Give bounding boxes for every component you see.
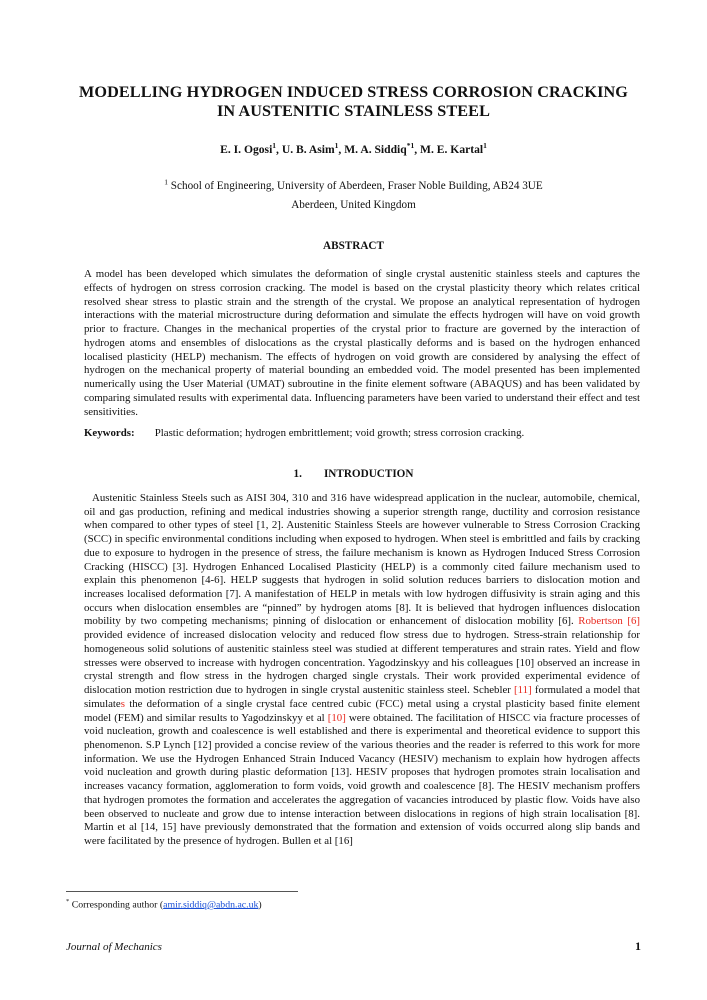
section-number: 1. bbox=[293, 468, 302, 480]
keywords-text: Plastic deformation; hydrogen embrittlement; void growth; stress corrosion cracking. bbox=[154, 427, 525, 439]
keywords-line bbox=[84, 427, 640, 439]
affiliation-mark: 1 bbox=[164, 177, 168, 187]
author-affil-mark: 1 bbox=[334, 141, 339, 151]
footnote bbox=[66, 898, 262, 910]
abstract-heading: ABSTRACT bbox=[323, 240, 384, 252]
intro-text: formulated a model that simulate bbox=[84, 684, 640, 710]
title-line-2: IN AUSTENITIC STAINLESS STEEL bbox=[217, 102, 490, 120]
intro-text: were obtained. The facilitation of HISCC via fracture processes of void nucleation, growth and coalescence is well established and there is experimental and theoretical evidence to support this phenomenon. S.P Lynch [12] provided a concise review of the various theories and the reader is referred to this work for more information. We use the Hydrogen Enhanced Strain Induced Vacancy (HESIV) mechanism to explain how hydrogen affects void nucleation and growth during plastic deformation [13]. HESIV proposes that hydrogen promotes strain localisation and increases vacancy formation, agglomeration to form voids, void growth and coalescence [8]. The HESIV mechanism proffers that hydrogen promotes the formation and accelerates the aggregation of vacancies introduced by plastic flow. Voids have also been observed to nucleate and grow due to intense interaction between dislocations in regions of high strain localisation [8]. Martin et al [14, 15] have previously demonstrated that the formation and extension of voids occurred along slip bands and were facilitated by the presence of hydrogen. Bullen et al [16] bbox=[84, 711, 640, 847]
section-title: INTRODUCTION bbox=[323, 468, 414, 480]
footnote-close: ) bbox=[258, 899, 262, 911]
affiliation-text: School of Engineering, University of Aberdeen, Fraser Noble Building, AB24 3UE bbox=[170, 180, 543, 192]
affiliation-line-2: Aberdeen, United Kingdom bbox=[291, 199, 416, 211]
abstract-body: A model has been developed which simulates the deformation of single crystal austenitic stainless steels and captures the effects of hydrogen on stress corrosion cracking. The model is based on the crystal plasticity theory which relates critical resolved shear stress to plastic strain and the strength of the crystal. We propose an analytical representation of hydrogen interactions with the material microstructure during deformation and simulate the effects hydrogen will have on void growth prior to fracture. Changes in the mechanical properties of the crystal prior to fracture are governed by the interaction of hydrogen atoms and ensembles of dislocations as the crystal plastically deforms and is based on the hydrogen enhanced localised plasticity (HELP) mechanism. The effects of hydrogen on void growth are considered by analysing the effect of hydrogen on the mechanical property of material bounding an embedded void. The model presented has been implemented numerically using the User Material (UMAT) subroutine in the finite element software (ABAQUS) and has been validated by comparing simulated results with experimental data. Influencing parameters have been varied to understand their effect and test sensitivities. bbox=[84, 268, 640, 418]
affiliation-line-1 bbox=[60, 179, 647, 193]
author-affil-mark: 1 bbox=[272, 141, 277, 151]
author-list: E. I. Ogosi$^1$, U. B. Asim$^1$, M. A. Siddiq$^{*1}$, M. E. Kartal$^1$ bbox=[220, 141, 487, 156]
author-name: M. E. Kartal bbox=[420, 143, 484, 156]
citation-link-robertson[interactable]: Robertson [6] bbox=[578, 615, 640, 628]
journal-name: Journal of Mechanics bbox=[66, 941, 162, 953]
citation-link-11[interactable]: [11] bbox=[514, 684, 532, 697]
intro-text: Austenitic Stainless Steels such as AISI 304, 310 and 316 have widespread application in the nuclear, automobile, chemical, oil and gas production, refining and medical industries showing a superior strength range, ductility and corrosion resistance when compared to other types of steel [1, 2]. Austenitic Stainless Steels are however vulnerable to Stress Corrosion Cracking (SCC) in specific environmental conditions including when exposed to hydrogen. When steel is embrittled and fails by cracking due to exposure to hydrogen in the presence of stress, the failure mechanism is known as Hydrogen Induced Stress Corrosion Cracking (HISCC) [3]. Hydrogen Enhanced Localised Plasticity (HELP) is a commonly cited failure mechanism used to explain this phenomenon [4-6]. HELP suggests that hydrogen in solid solution reduces barriers to dislocation motion and increases localised deformation [7]. A manifestation of HELP in metals with low hydrogen diffusivity is strain aging and this occurs when dislocation ensembles are “pinned” by hydrogen atoms [8]. It is believed that hydrogen influences dislocation mobility by two competing mechanisms; pinning of dislocation or enhancement of dislocation mobility [6]. bbox=[84, 492, 640, 628]
footnote-divider bbox=[66, 891, 298, 892]
title-line-1: MODELLING HYDROGEN INDUCED STRESS CORROSION CRACKING bbox=[79, 83, 628, 101]
paper-title bbox=[60, 83, 647, 121]
intro-text: provided evidence of increased dislocation velocity and reduced flow stress due to hydrogen. Stress-strain relationship for homogeneous solid solutions of austenitic stainless steel was studied at different temperatures and strain rates. Yield and flow stresses were observed to increase with hydrogen concentration. Yagodzinskyy and his colleagues [10] observed an increase in crystal strength and flow stress in the hydrogen charged single crystals. Their work provided experimental evidence of dislocation motion restriction due to hydrogen in single crystal austenitic stainless steel. Schebler bbox=[84, 629, 640, 697]
introduction-body bbox=[84, 492, 640, 849]
intro-text: the deformation of a single crystal face centred cubic (FCC) metal using a crystal plasticity based finite element model (FEM) and similar results to Yagodzinskyy et al bbox=[84, 697, 640, 724]
highlighted-letter: s bbox=[120, 697, 125, 710]
author-affil-mark: 1 bbox=[483, 141, 487, 151]
keywords-label: Keywords: bbox=[84, 427, 135, 439]
author-name: E. I. Ogosi bbox=[220, 143, 273, 156]
citation-link-10[interactable]: [10] bbox=[327, 711, 346, 724]
footnote-text: Corresponding author ( bbox=[69, 899, 164, 911]
footnote-mark: * bbox=[66, 898, 70, 905]
email-link[interactable]: amir.siddiq@abdn.ac.uk bbox=[163, 899, 259, 911]
author-affil-mark: *1 bbox=[406, 141, 415, 151]
author-name: U. B. Asim bbox=[281, 143, 335, 156]
section-heading-introduction bbox=[60, 468, 647, 480]
author-name: M. A. Siddiq bbox=[344, 143, 407, 156]
page-number: 1 bbox=[635, 939, 641, 953]
